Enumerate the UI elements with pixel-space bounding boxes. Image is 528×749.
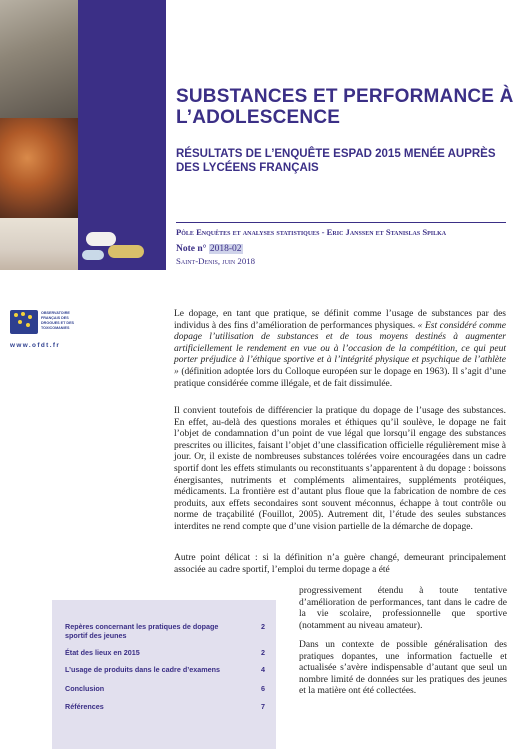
note-reference <box>176 244 243 254</box>
page-title: SUBSTANCES ET PERFORMANCE À L’ADOLESCENCE <box>176 86 514 128</box>
byline: Pôle Enquêtes et analyses statistiques - Eric Janssen et Stanislas Spilka <box>176 227 447 237</box>
toc-page-number: 4 <box>261 665 265 674</box>
toc-item[interactable]: Repères concernant les pratiques de dopage sportif des jeunes 2 <box>65 622 265 640</box>
toc-item[interactable]: L’usage de produits dans le cadre d’examens 4 <box>65 665 265 674</box>
note-number: 2018-02 <box>209 244 242 254</box>
toc-item[interactable]: État des lieux en 2015 2 <box>65 648 265 657</box>
toc-page-number: 2 <box>261 648 265 657</box>
page-subtitle: RÉSULTATS DE L’ENQUÊTE ESPAD 2015 MENÉE AUPRÈS DES LYCÉENS FRANÇAIS <box>176 148 496 174</box>
toc-item[interactable]: Conclusion 6 <box>65 684 265 693</box>
table-of-contents <box>52 600 276 749</box>
body-paragraph: Dans un contexte de possible généralisation des pratiques dopantes, une information factuelle et actualisée s’avère indispensable d’autant que seul un nombre limité de données sur les pratiques des jeunes et la matière ont été collectées. <box>299 640 507 697</box>
header-divider <box>176 222 506 223</box>
definition-quote: « Est considéré comme dopage l’utilisation de substances et de tous moyens destinés à augmenter artificiellement le rendement en vue ou à l’occasion de la compétition, ce qui peut porter préjudice à l’éthique sportive et à l’intégrité physique et psychique de l’athlète » <box>174 320 506 377</box>
cover-photo-column <box>0 0 78 270</box>
pill-graphic <box>82 250 104 260</box>
ofdt-logo-text: OBSERVATOIRE FRANÇAIS DES DROGUES ET DES TOXICOMANIES <box>41 311 74 330</box>
cover-photo-students <box>0 0 78 118</box>
cover-photo-pills <box>0 218 78 270</box>
body-paragraph: Le dopage, en tant que pratique, se définit comme l’usage de substances par des individus à des fins d’amélioration de performances physiques. « Est considéré comme dopage l’utilisation de substances et de tous moyens destinés à augmenter artificiellement le rendement en vue ou à l’occasion de la compétition, ce qui peut porter préjudice à l’éthique sportive et à l’intégrité physique et psychique de l’athlète » (définition adoptée lors du Colloque européen sur le dopage en 1963). Il s’agit d’une pratique considérée comme illégale, et de fait dissimulée. <box>174 309 506 389</box>
body-paragraph: Autre point délicat : si la définition n’a guère changé, demeurant principalement associée au cadre sportif, l’emploi du terme dopage a été <box>174 553 506 575</box>
cover-photo-basketball <box>0 118 78 218</box>
header-color-block <box>78 0 166 270</box>
pill-graphic <box>108 245 144 258</box>
ofdt-url-link[interactable]: www.ofdt.fr <box>10 342 61 349</box>
ofdt-logo-mark-icon <box>10 310 38 334</box>
toc-page-number: 2 <box>261 622 265 631</box>
body-paragraph: Il convient toutefois de différencier la pratique du dopage de l’usage des substances. En effet, au-delà des questions morales et éthiques qu’il soulève, le dopage ne fait l’objet de condamnation d’un point de vue légal que lorsqu’il engage des substances prescrites ou illicites, faisant l’objet d’une classification officielle régulièrement mise à jour. Or, il existe de nombreuses substances tolérées voire encouragées dans un cadre sportif dont les effets stimulants ou reconstituants s’apparentent à du dopage : boissons énergisantes, nutriments et compléments alimentaires, suppléments protéiques, médicaments. La frontière est d’autant plus floue que la fabrication de nombre de ces produits, aux effets secondaires sont souvent méconnus, échappe à tout contrôle ou norme de traçabilité (Fouillot, 2005). Autrement dit, l’étude des seules substances interdites ne rend compte que d’une vision partielle de la démarche de dopage. <box>174 406 506 532</box>
pill-graphic <box>86 232 116 246</box>
ofdt-logo[interactable] <box>10 310 90 355</box>
toc-page-number: 6 <box>261 684 265 693</box>
place-date: Saint-Denis, juin 2018 <box>176 256 256 266</box>
note-label: Note n° <box>176 244 207 254</box>
toc-item[interactable]: Références 7 <box>65 702 265 711</box>
toc-page-number: 7 <box>261 702 265 711</box>
body-paragraph: progressivement étendu à toute tentative d’amélioration de performances, tant dans le cadre de la vie scolaire, professionnelle que sportive (notamment au niveau amateur). <box>299 586 507 631</box>
